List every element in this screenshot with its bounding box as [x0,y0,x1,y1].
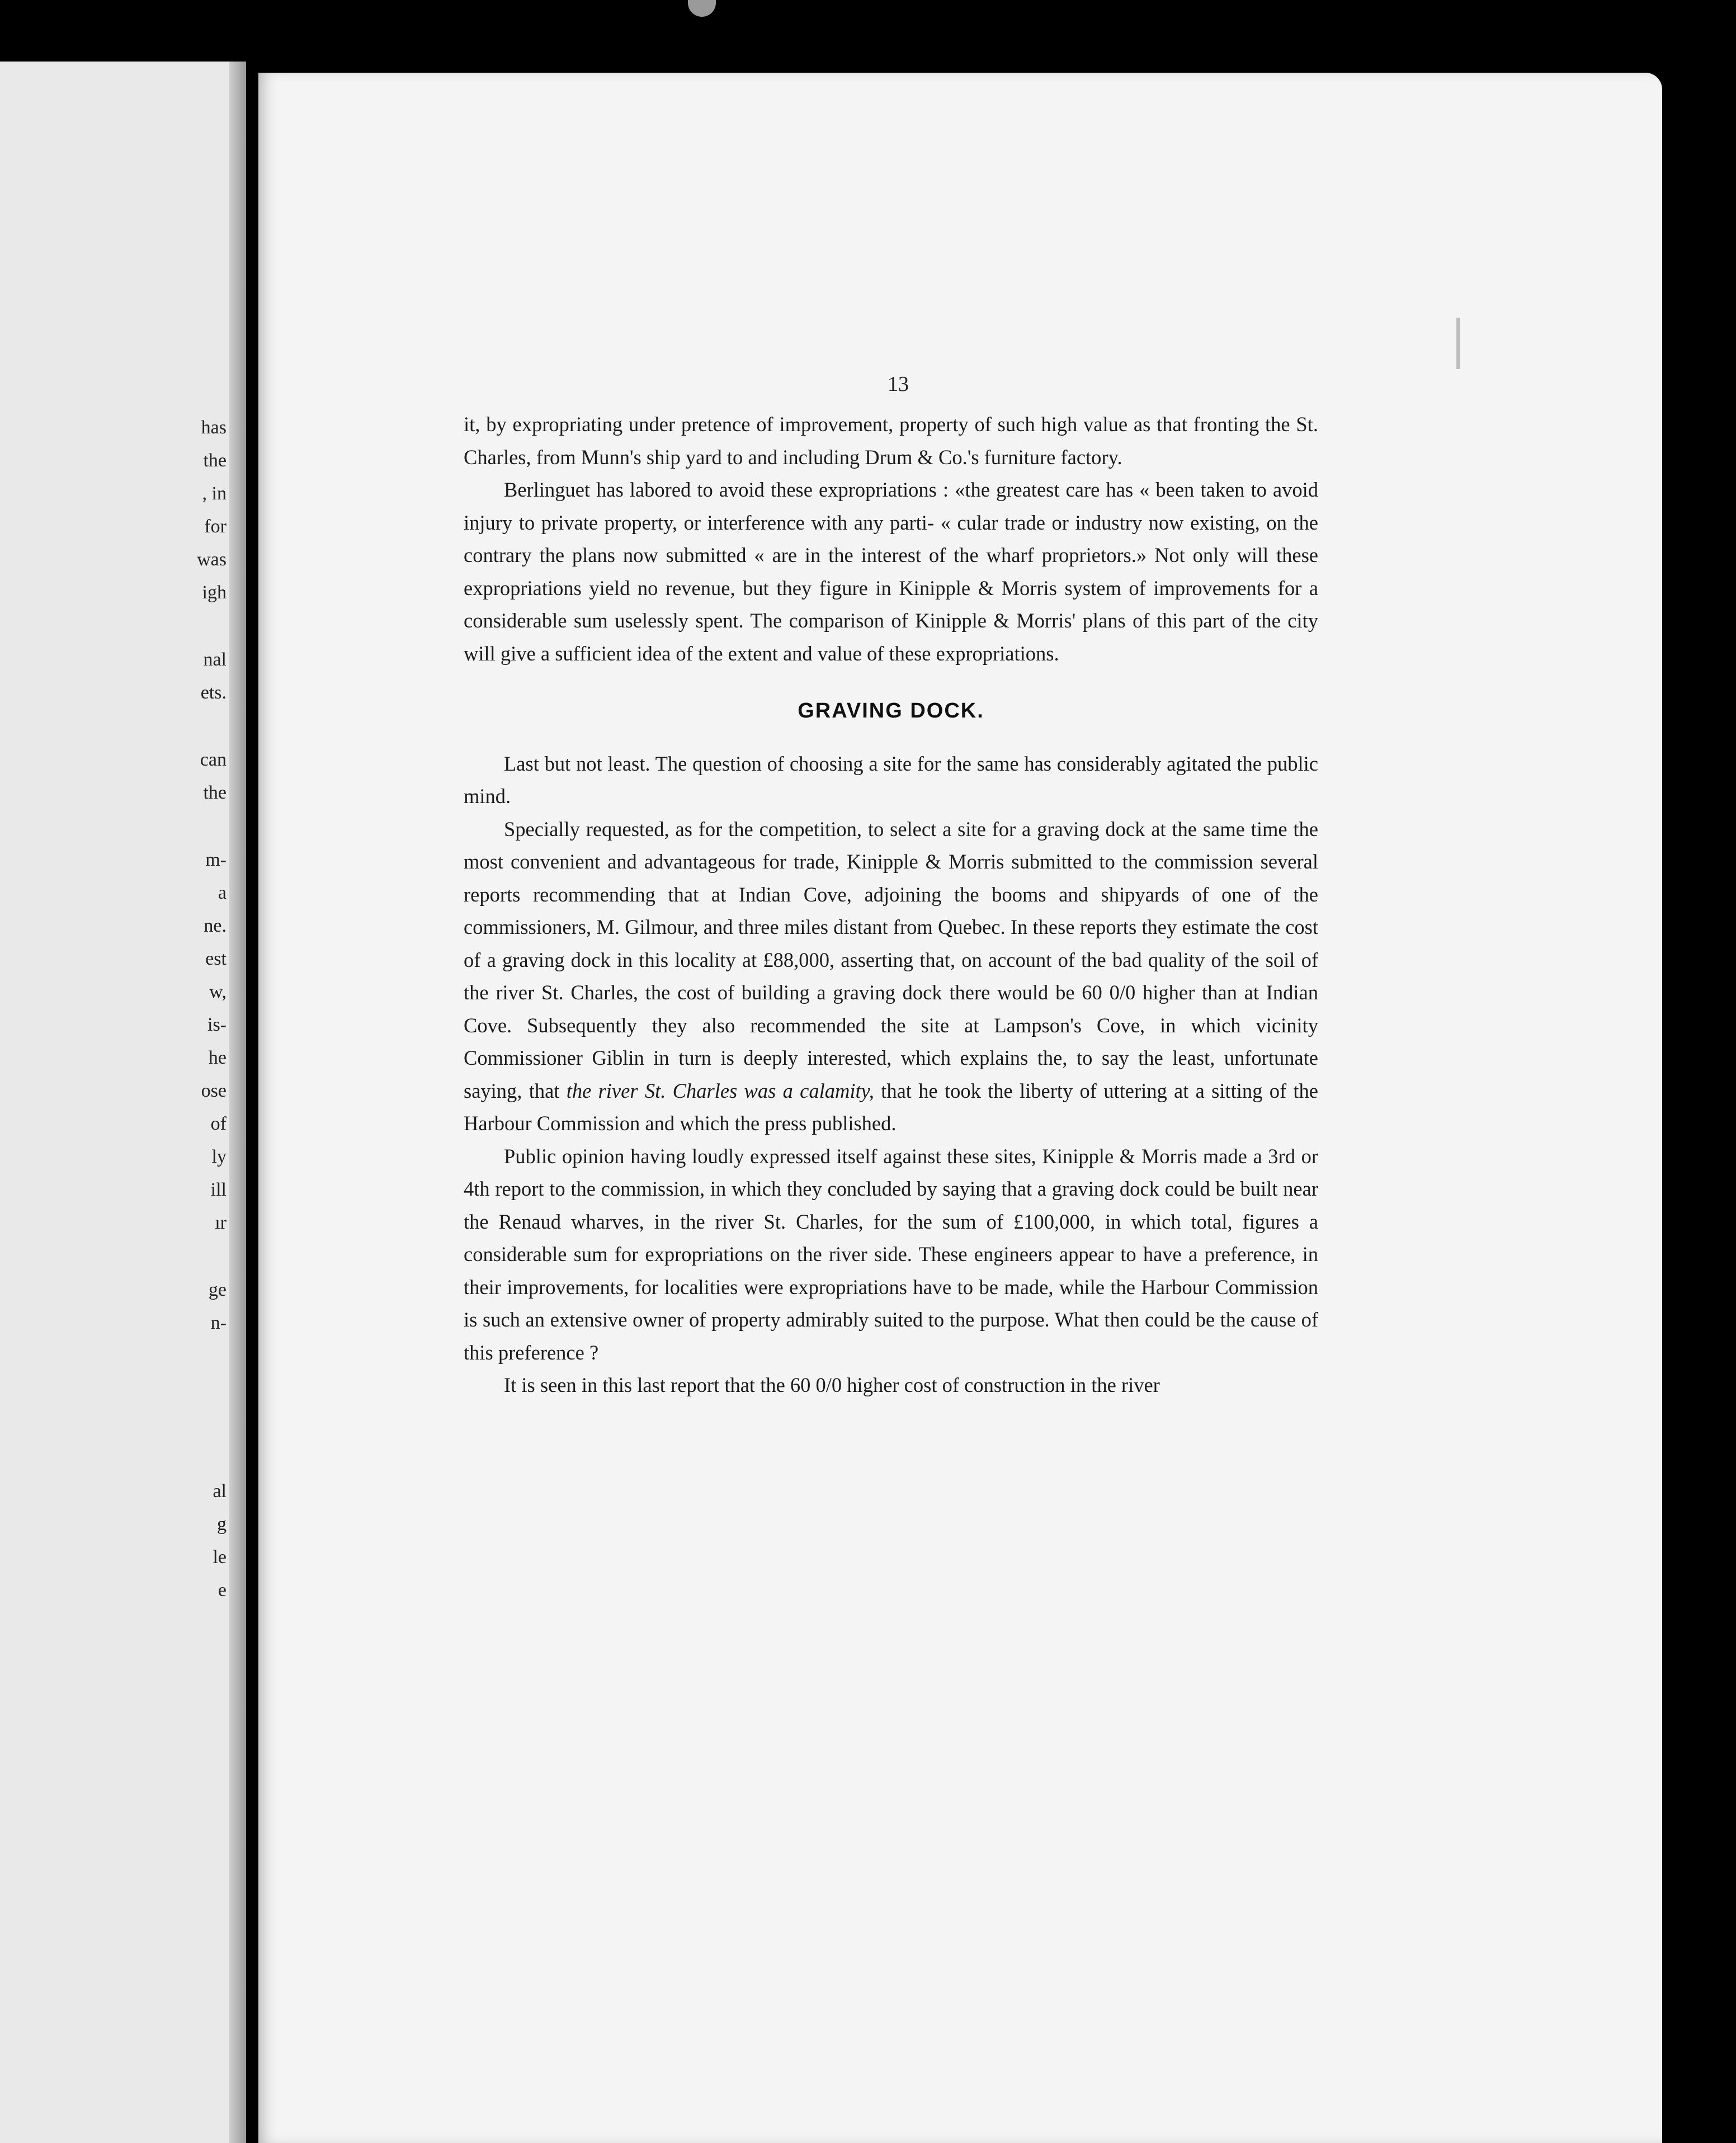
left-page-fragment: nal [203,649,227,670]
left-page-fragment: has [201,417,227,438]
paragraph-continuation: it, by expropriating under pretence of improvement, property of such high value as that fronting the St. Charles, from Munn's ship yard to and including Drum & Co.'s furniture factory. [464,413,1318,469]
paragraph-text: that he took the liberty of uttering at a sitting of the Harbour Commission and which the press published. [464,1079,1318,1135]
paragraph-last-but-not-least: Last but not least. The question of choosing a site for the same has considerably agitated the public mind. [464,752,1318,808]
paragraph-berlinguet: Berlinguet has labored to avoid these expropriations : «the greatest care has « been taken to avoid injury to private property, or interference with any parti- « cular trade or industry now existing, on the contrary the plans now submitted « are in the interest of the wharf proprietors.» Not only will these expropriations yield no revenue, but they figure in Kinipple & Morris system of improvements for a considerable sum uselessly spent. The comparison of Kinipple & Morris' plans of this part of the city will give a sufficient idea of the extent and value of these expropriations. [464,478,1318,665]
left-page-fragment: g [217,1514,227,1535]
left-page-fragment: can [200,749,227,770]
document-page [258,73,1662,2143]
left-page-fragment: he [208,1047,227,1068]
left-page-edge [0,62,246,2143]
left-page-fragment: ly [211,1146,227,1167]
left-page-fragment: the [203,450,227,471]
left-page-fragment: ose [201,1080,227,1101]
left-page-fragment: igh [202,582,227,603]
paragraph-specially-requested [464,813,1318,1140]
left-page-fragment: for [204,516,227,537]
section-heading: GRAVING DOCK. [798,699,984,723]
left-page-fragment: n- [210,1313,227,1333]
left-page-fragment: le [213,1547,227,1568]
left-page-fragment: was [197,549,227,570]
book-spine [229,62,246,2143]
italic-quote: the river St. Charles was a calamity, [566,1079,874,1102]
left-page-fragment: e [218,1580,227,1601]
left-page-fragment: of [210,1113,227,1134]
paragraph-text: Specially requested, as for the competition, to select a site for a graving dock at the same time the most convenient and advantageous for trade, Kinipple & Morris submitted to the commission several reports recommending that at Indian Cove, adjoining the booms and shipyards of one of the commissioners, M. Gilmour, and three miles distant from Quebec. In these reports they estimate the cost of a graving dock in this locality at £88,000, asserting that, on account of the bad quality of the soil of the river St. Charles, the cost of building a graving dock there would be 60 0/0 higher than at Indian Cove. Subsequently they also recommended the site at Lampson's Cove, in which vicinity Commissioner Giblin in turn is deeply interested, which explains the, to say the least, unfortunate saying, that [464,817,1318,1102]
left-page-fragment: is- [207,1014,227,1035]
paper-scuff-mark [1456,318,1460,369]
left-page-fragment: ill [210,1179,227,1200]
left-page-fragment: a [218,882,227,903]
left-page-fragment: ır [215,1212,227,1233]
page-number: 13 [888,372,909,396]
scan-artifact-spot [688,0,716,17]
paragraph-public-opinion: Public opinion having loudly expressed itself against these sites, Kinipple & Morris made a 3rd or 4th report to the commission, in which they concluded by saying that a graving dock could be built near the Renaud wharves, in the river St. Charles, for the sum of £100,000, in which total, figures a considerable sum for expropriations on the river side. These engineers appear to have a preference, in their improvements, for localities were expropriations have to be made, while the Harbour Commission is such an extensive owner of property admirably suited to the purpose. What then could be the cause of this preference ? [464,1144,1318,1364]
left-page-fragment: m- [205,849,227,870]
left-page-fragment: , in [202,483,227,504]
left-page-fragment: w, [209,981,227,1002]
left-page-fragment: est [205,948,227,969]
left-page-fragment: al [213,1481,227,1502]
body-text [464,408,1318,1402]
left-page-fragment: ge [208,1280,227,1300]
left-page-fragment: the [203,782,227,803]
left-page-fragment: ets. [200,682,227,703]
paragraph-last-report: It is seen in this last report that the 60 0/0 higher cost of construction in the river [504,1373,1160,1396]
left-page-fragment: ne. [204,915,227,936]
